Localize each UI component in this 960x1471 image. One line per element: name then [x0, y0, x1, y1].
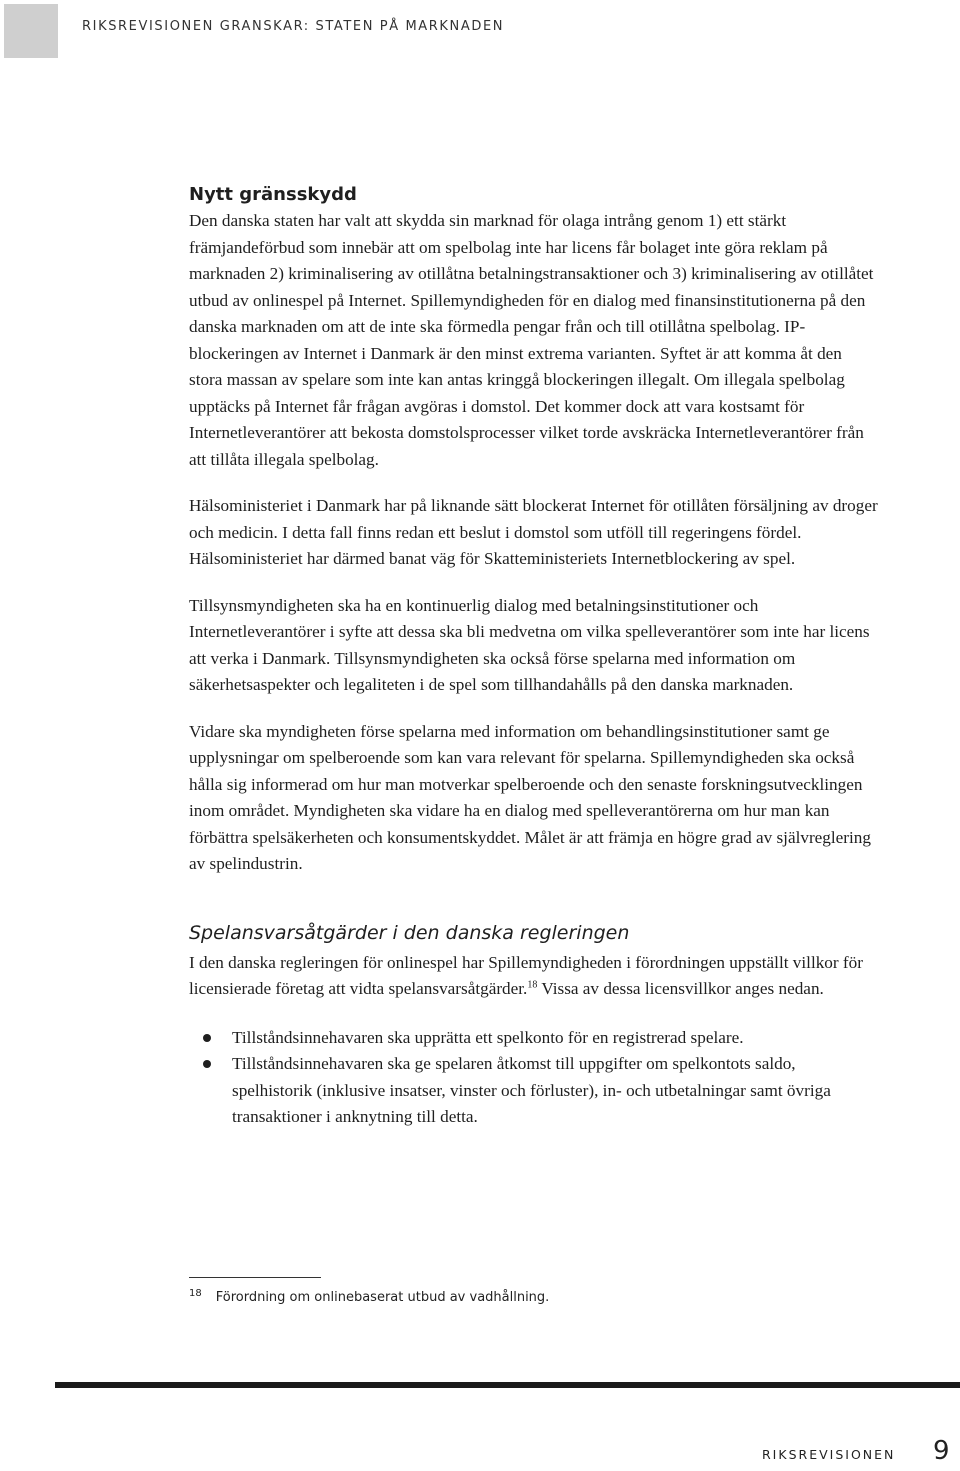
body-paragraph: Hälsoministeriet i Danmark har på liknande sätt blockerat Internet för otillåten försäljning av droger och medicin. I detta fall finns redan ett beslut i domstol som utföll till regeringens fördel. Hälsoministeriet har därmed banat väg för Skatteministeriets Internetblockering av spel. [189, 496, 878, 568]
main-content [189, 184, 879, 1131]
section-heading-nytt-gransskydd: Nytt gränsskydd [189, 184, 357, 205]
bullet-icon [203, 1034, 211, 1042]
list-item-text: Tillståndsinnehavaren ska upprätta ett spelkonto för en registrerad spelare. [232, 1027, 744, 1047]
body-paragraph: Den danska staten har valt att skydda sin marknad för olaga intrång genom 1) ett stärkt främjandeförbud som innebär att om spelbolag inte har licens får bolaget inte göra reklam på marknaden 2) kriminalisering av otillåtna betalningstransaktioner och 3) kriminalisering av otillåtet utbud av onlinespel på Internet. Spillemyndigheden för en dialog med finansinstitutionerna på den danska marknaden om att de inte ska förmedla pengar från och till otillåtna spelbolag. IP-blockeringen av Internet i Danmark är den minst extrema varianten. Syftet är att komma åt den stora massan av spelare som inte kan antas kringgå blockeringen illegalt. Om illegala spelbolag upptäcks på Internet får frågan avgöras i domstol. Det kommer dock att vara kostsamt för Internetleverantörer att bekosta domstolsprocesser vilket torde avskräcka Internetleverantörer från att tillåta illegala spelbolag. [189, 211, 874, 469]
bullet-icon [203, 1060, 211, 1068]
intro-text-continued: Vissa av dessa licensvillkor anges nedan. [537, 979, 824, 998]
list-item [189, 1025, 879, 1052]
section-heading-spelansvarsatgarder: Spelansvarsåtgärder i den danska regleringen [189, 921, 630, 944]
licence-conditions-list [189, 1025, 879, 1131]
list-item [189, 1051, 879, 1131]
footnote [189, 1290, 549, 1305]
footnote-reference[interactable]: 18 [527, 979, 538, 991]
corner-tab-marker [4, 4, 58, 58]
footer-brand: RIKSREVISIONEN [762, 1447, 896, 1462]
running-header: RIKSREVISIONEN GRANSKAR: STATEN PÅ MARKNADEN [82, 19, 505, 34]
footnote-divider [189, 1277, 321, 1278]
footer-divider [55, 1382, 960, 1388]
footnote-text: Förordning om onlinebaserat utbud av vadhållning. [215, 1290, 550, 1305]
footnote-number: 18 [189, 1288, 202, 1299]
page-number: 9 [933, 1436, 950, 1466]
body-paragraph: Vidare ska myndigheten förse spelarna med information om behandlingsinstitutioner samt ge upplysningar om spelberoende som kan vara relevant för spelarna. Spillemyndigheden ska också hålla sig informerad om hur man motverkar spelberoende och den senaste forskningsutvecklingen inom området. Myndigheten ska vidare ha en dialog med spelleverantörerna om hur man kan förbättra spelsäkerheten och konsumentskyddet. Målet är att främja en högre grad av självreglering av spelindustrin. [189, 721, 871, 873]
intro-text: I den danska regleringen för onlinespel har Spillemyndigheden i förordningen uppställt villkor för licensierade företag att vidta spelansvarsåtgärder. [189, 952, 863, 998]
body-paragraph: Tillsynsmyndigheten ska ha en kontinuerlig dialog med betalningsinstitutioner och Internetleverantörer i syfte att dessa ska bli medvetna om vilka spelleverantörer som inte har licens att verka i Danmark. Tillsynsmyndigheten ska också förse spelarna med information om säkerhetsaspekter och legaliteten i de spel som tillhandahålls på den danska marknaden. [189, 595, 870, 694]
intro-paragraph [189, 950, 879, 1003]
list-item-text: Tillståndsinnehavaren ska ge spelaren åtkomst till uppgifter om spelkontots saldo, spelhistorik (inklusive insatser, vinster och förluster), in- och utbetalningar samt övriga transaktioner i anknytning till detta. [232, 1054, 831, 1126]
